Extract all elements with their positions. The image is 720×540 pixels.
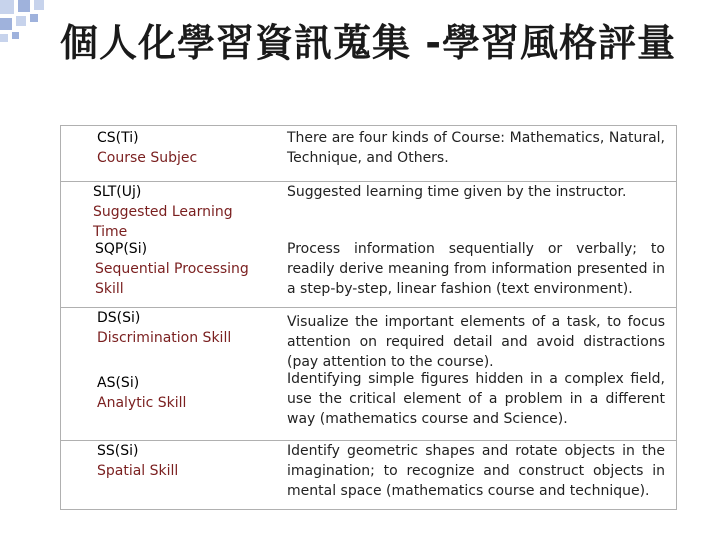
table-row — [61, 440, 676, 509]
row-term: CS(Ti) — [97, 130, 139, 146]
row-name: Analytic Skill — [97, 395, 187, 411]
learning-style-table — [60, 125, 677, 510]
table-row — [61, 128, 676, 180]
row-definition: Suggested learning time given by the instructor. — [287, 184, 627, 200]
row-definition: Identify geometric shapes and rotate objects in the imagination; to recognize and construct objects in mental space (mathematics course and technique). — [287, 443, 665, 499]
row-name: Spatial Skill — [97, 463, 179, 479]
table-row — [61, 307, 676, 370]
row-name: Course Subjec — [97, 150, 198, 166]
row-term: SLT(Uj) — [93, 184, 142, 200]
row-term: DS(Si) — [97, 310, 141, 326]
table-row — [61, 239, 676, 305]
table-row — [61, 181, 676, 242]
row-definition: Process information sequentially or verbally; to readily derive meaning from information presented in a step-by-step, linear fashion (text environment). — [287, 241, 665, 297]
row-name: Discrimination Skill — [97, 330, 232, 346]
table-row — [61, 369, 676, 435]
page-title: 個人化學習資訊蒐集 -學習風格評量 — [60, 21, 677, 65]
row-definition: Identifying simple figures hidden in a complex field, use the critical element of a problem in a different way (mathematics course and Science). — [287, 371, 665, 427]
row-name: Suggested Learning Time — [93, 204, 233, 240]
row-term: SS(Si) — [97, 443, 139, 459]
row-definition: Visualize the important elements of a task, to focus attention on required detail and avoid distractions (pay attention to the course). — [287, 314, 665, 370]
row-term: SQP(Si) — [95, 241, 148, 257]
row-term: AS(Si) — [97, 375, 140, 391]
row-definition: There are four kinds of Course: Mathematics, Natural, Technique, and Others. — [287, 130, 665, 166]
row-name: Sequential Processing Skill — [95, 261, 249, 297]
